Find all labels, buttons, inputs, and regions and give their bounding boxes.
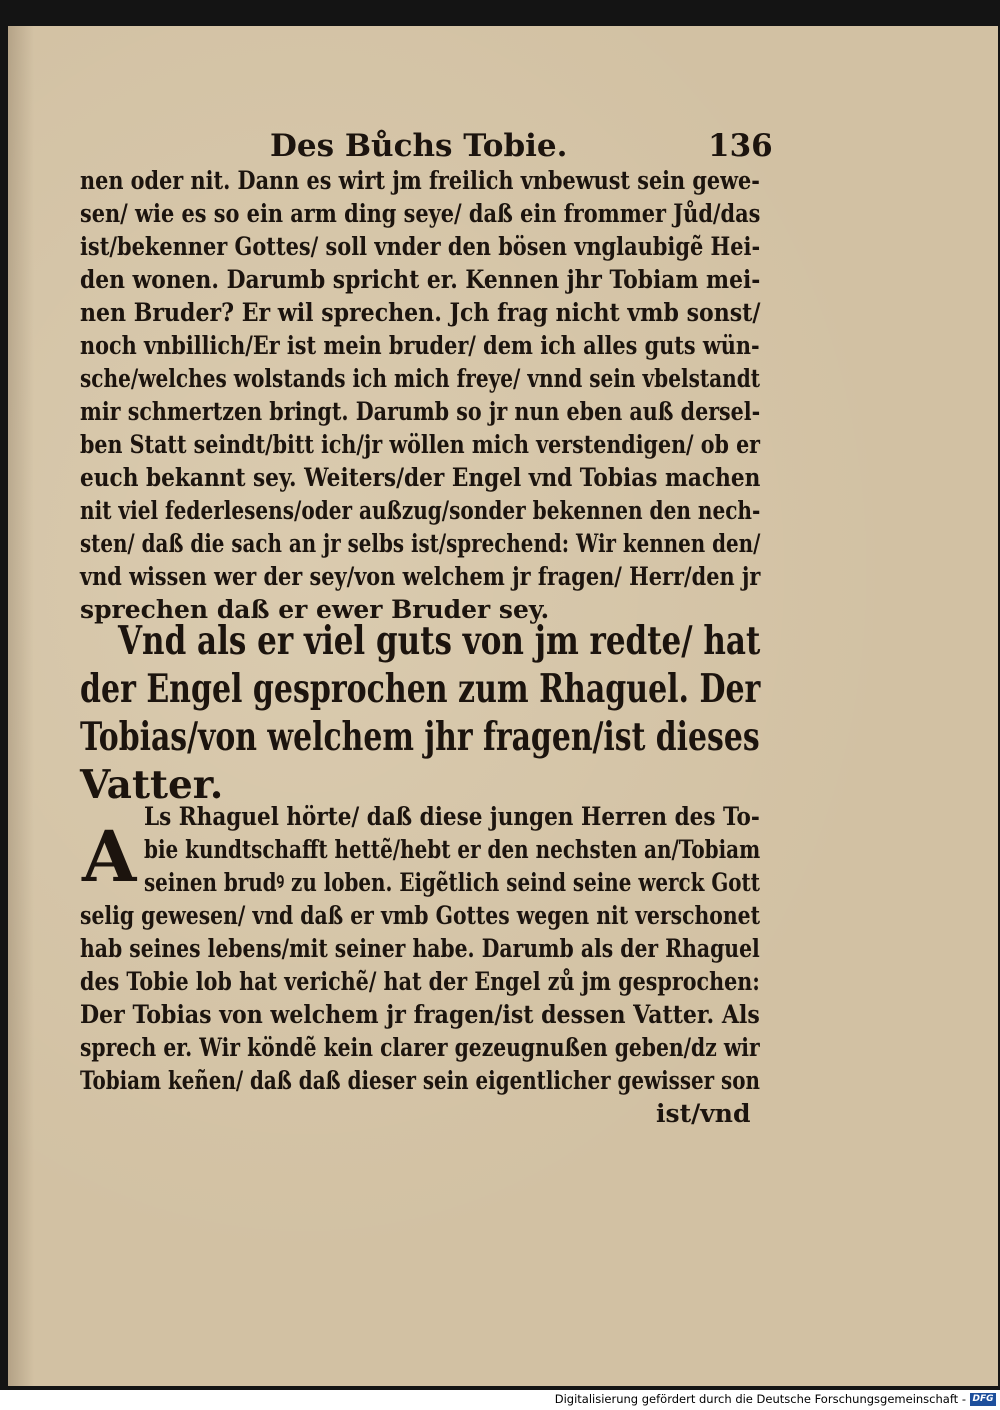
- text-line: sprechen daß er ewer Bruder sey.: [80, 595, 550, 624]
- page-number: 136: [708, 128, 773, 164]
- text-line: sprech er. Wir köndẽ kein clarer gezeugnußen geben/dz wir: [80, 1033, 760, 1062]
- book-page: [8, 26, 998, 1386]
- text-line: ben Statt seindt/bitt ich/jr wöllen mich verstendigen/ ob er: [80, 430, 761, 459]
- heading-line: Vatter.: [80, 762, 224, 808]
- text-line: selig gewesen/ vnd daß er vmb Gottes wegen nit verschonet: [80, 901, 760, 930]
- text-line: nit viel federlesens/oder außzug/sonder bekennen den nech-: [80, 496, 761, 525]
- text-line: euch bekannt sey. Weiters/der Engel vnd Tobias machen: [80, 463, 761, 492]
- text-line: sche/welches wolstands ich mich freye/ vnnd sein vbelstandt: [80, 364, 761, 393]
- heading-line: der Engel gesprochen zum Rhaguel. Der: [80, 666, 761, 712]
- text-line: des Tobie lob hat verichẽ/ hat der Engel zů jm gesprochen:: [80, 967, 760, 996]
- text-line: Tobiam keñen/ daß daß dieser sein eigentlicher gewisser son: [80, 1066, 760, 1095]
- footer-credit: Digitalisierung gefördert durch die Deutsche Forschungsgemeinschaft -: [554, 1392, 966, 1406]
- text-line: ist/bekenner Gottes/ soll vnder den bösen vnglaubigẽ Hei-: [80, 232, 761, 261]
- text-line: sen/ wie es so ein arm ding seye/ daß ein frommer Jůd/das: [80, 199, 761, 228]
- text-line: Der Tobias von welchem jr fragen/ist dessen Vatter. Als: [80, 1000, 760, 1029]
- catchword: ist/vnd: [656, 1099, 751, 1128]
- text-line: nen Bruder? Er wil sprechen. Jch frag nicht vmb sonst/: [80, 298, 761, 327]
- text-line: nen oder nit. Dann es wirt jm freilich vnbewust sein gewe-: [80, 166, 760, 195]
- text-line: seinen brudꝰ zu loben. Eigẽtlich seind seine werck Gott: [144, 868, 760, 897]
- footer: [0, 1390, 1000, 1410]
- text-line: bie kundtschafft hettẽ/hebt er den nechsten an/Tobiam: [144, 835, 761, 864]
- running-title: Des Bůchs Tobie.: [270, 128, 568, 164]
- text-line: Ls Rhaguel hörte/ daß diese jungen Herren des To-: [144, 802, 760, 831]
- text-line: vnd wissen wer der sey/von welchem jr fragen/ Herr/den jr: [80, 562, 761, 591]
- text-line: sten/ daß die sach an jr selbs ist/sprechend: Wir kennen den/: [80, 529, 761, 558]
- text-line: noch vnbillich/Er ist mein bruder/ dem ich alles guts wün-: [80, 331, 760, 360]
- decorated-initial: A: [82, 815, 137, 898]
- heading-line: Vnd als er viel guts von jm redte/ hat: [118, 618, 761, 664]
- dfg-logo[interactable]: DFG: [970, 1393, 996, 1406]
- text-line: den wonen. Darumb spricht er. Kennen jhr Tobiam mei-: [80, 265, 761, 294]
- text-line: mir schmertzen bringt. Darumb so jr nun eben auß dersel-: [80, 397, 761, 426]
- text-line: hab seines lebens/mit seiner habe. Darumb als der Rhaguel: [80, 934, 760, 963]
- heading-line: Tobias/von welchem jhr fragen/ist dieses: [80, 714, 760, 760]
